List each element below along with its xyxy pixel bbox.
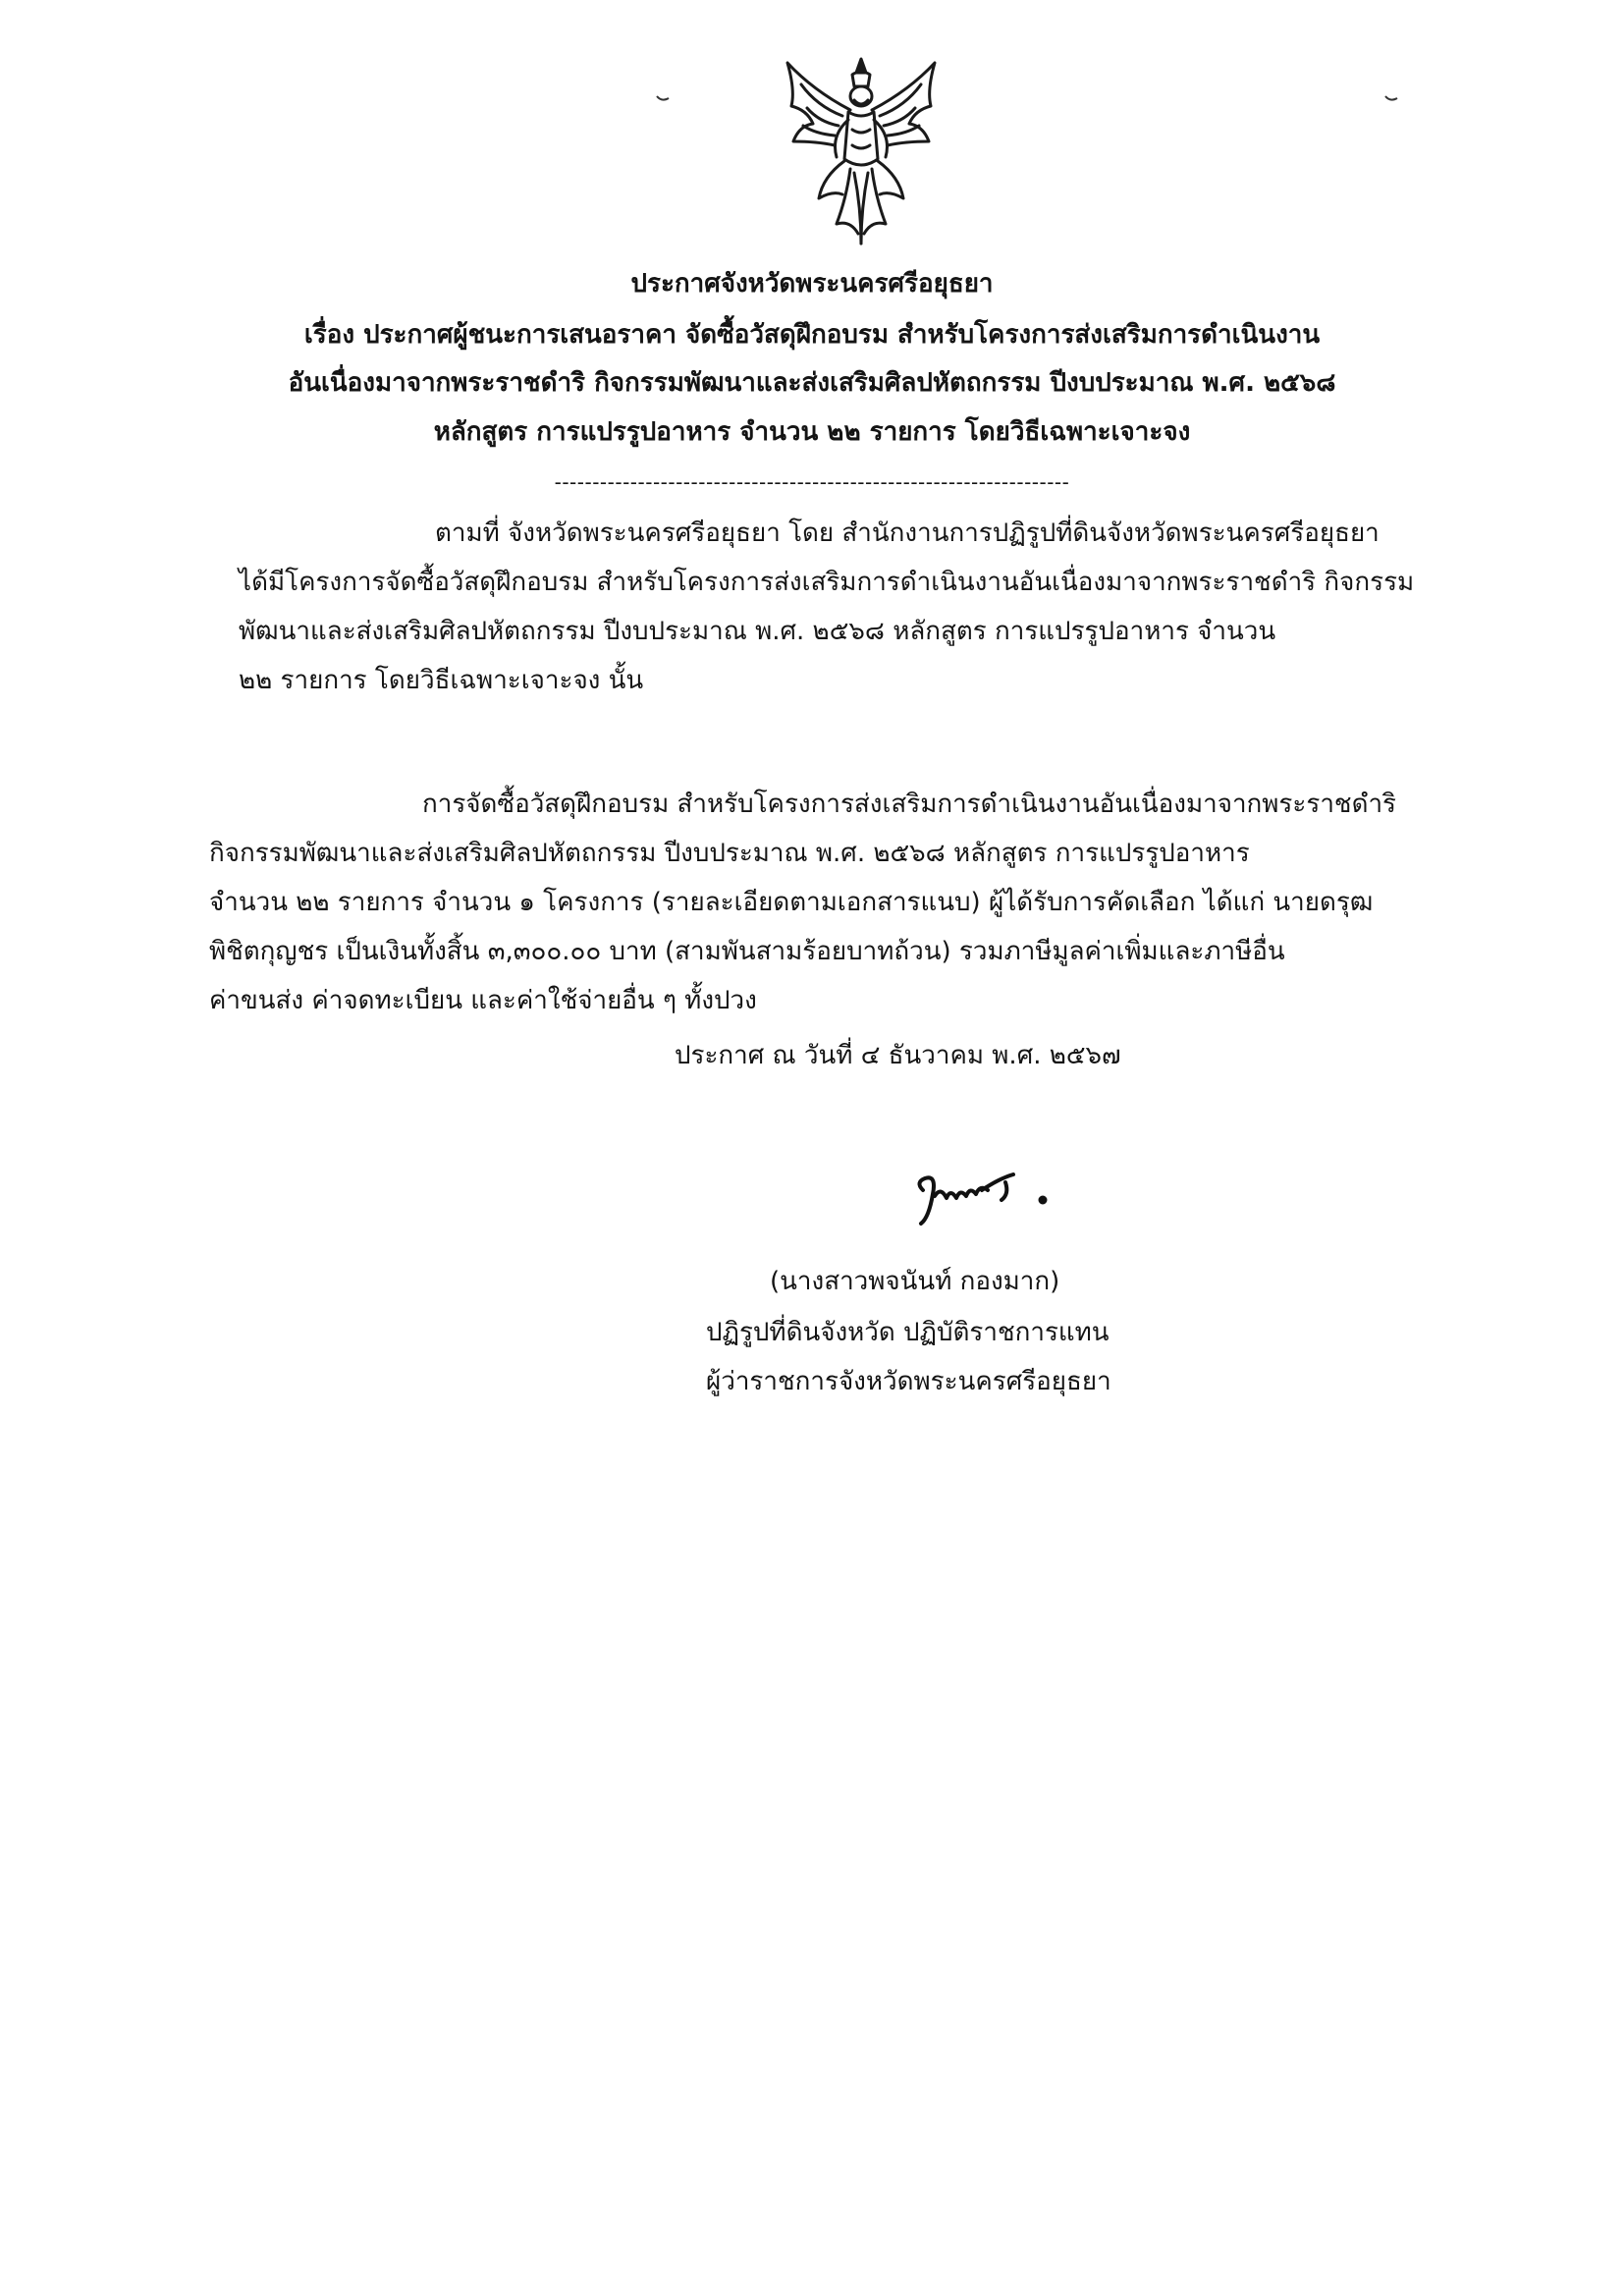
paragraph-2-line: จำนวน ๒๒ รายการ จำนวน ๑ โครงการ (รายละเอียดตามเอกสารแนบ) ผู้ได้รับการคัดเลือก ได้แก่ นายดรุฒ bbox=[209, 888, 1374, 917]
signatory-position: ปฏิรูปที่ดินจังหวัด ปฏิบัติราชการแทน bbox=[706, 1318, 1110, 1347]
paragraph-2-line: ค่าขนส่ง ค่าจดทะเบียน และค่าใช้จ่ายอื่น ๆ ทั้งปวง bbox=[209, 986, 757, 1015]
paragraph-1-line: ได้มีโครงการจัดซื้อวัสดุฝึกอบรม สำหรับโครงการส่งเสริมการดำเนินงานอันเนื่องมาจากพระราชดำริ กิจกรรม bbox=[239, 568, 1415, 597]
paragraph-2-line: พิชิตกุญชร เป็นเงินทั้งสิ้น ๓,๓๐๐.๐๐ บาท (สามพันสามร้อยบาทถ้วน) รวมภาษีมูลค่าเพิ่มและภาษีอื่น bbox=[209, 937, 1285, 966]
subject-line-3: หลักสูตร การแปรรูปอาหาร จำนวน ๒๒ รายการ โดยวิธีเฉพาะเจาะจง bbox=[433, 417, 1191, 447]
paragraph-2-line: กิจกรรมพัฒนาและส่งเสริมศิลปหัตถกรรม ปีงบประมาณ พ.ศ. ๒๕๖๘ หลักสูตร การแปรรูปอาหาร bbox=[209, 839, 1250, 868]
announcement-date: ประกาศ ณ วันที่ ๔ ธันวาคม พ.ศ. ๒๕๖๗ bbox=[675, 1041, 1121, 1070]
signatory-name: (นางสาวพจนันท์ กองมาก) bbox=[770, 1267, 1060, 1296]
subject-line-2: อันเนื่องมาจากพระราชดำริ กิจกรรมพัฒนาและส่งเสริมศิลปหัตถกรรม ปีงบประมาณ พ.ศ. ๒๕๖๘ bbox=[288, 368, 1336, 398]
paragraph-1-line: ตามที่ จังหวัดพระนครศรีอยุธยา โดย สำนักงานการปฏิรูปที่ดินจังหวัดพระนครศรีอยุธยา bbox=[435, 518, 1380, 548]
scan-mark-icon bbox=[656, 94, 670, 102]
separator-line: -------------------------------------------------------------------- bbox=[554, 470, 1070, 494]
paragraph-1-line: พัฒนาและส่งเสริมศิลปหัตถกรรม ปีงบประมาณ พ.ศ. ๒๕๖๘ หลักสูตร การแปรรูปอาหาร จำนวน bbox=[239, 617, 1276, 646]
scan-mark-icon bbox=[1384, 94, 1398, 102]
subject-line-1: เรื่อง ประกาศผู้ชนะการเสนอราคา จัดซื้อวัสดุฝึกอบรม สำหรับโครงการส่งเสริมการดำเนินงาน bbox=[303, 320, 1321, 350]
paragraph-2-line: การจัดซื้อวัสดุฝึกอบรม สำหรับโครงการส่งเสริมการดำเนินงานอันเนื่องมาจากพระราชดำริ bbox=[422, 790, 1397, 819]
announcement-title: ประกาศจังหวัดพระนครศรีอยุธยา bbox=[630, 269, 994, 299]
signatory-position: ผู้ว่าราชการจังหวัดพระนครศรีอยุธยา bbox=[706, 1367, 1111, 1396]
paragraph-1-line: ๒๒ รายการ โดยวิธีเฉพาะเจาะจง นั้น bbox=[239, 666, 644, 695]
signature-icon bbox=[911, 1161, 1058, 1239]
garuda-emblem-icon bbox=[774, 51, 948, 247]
